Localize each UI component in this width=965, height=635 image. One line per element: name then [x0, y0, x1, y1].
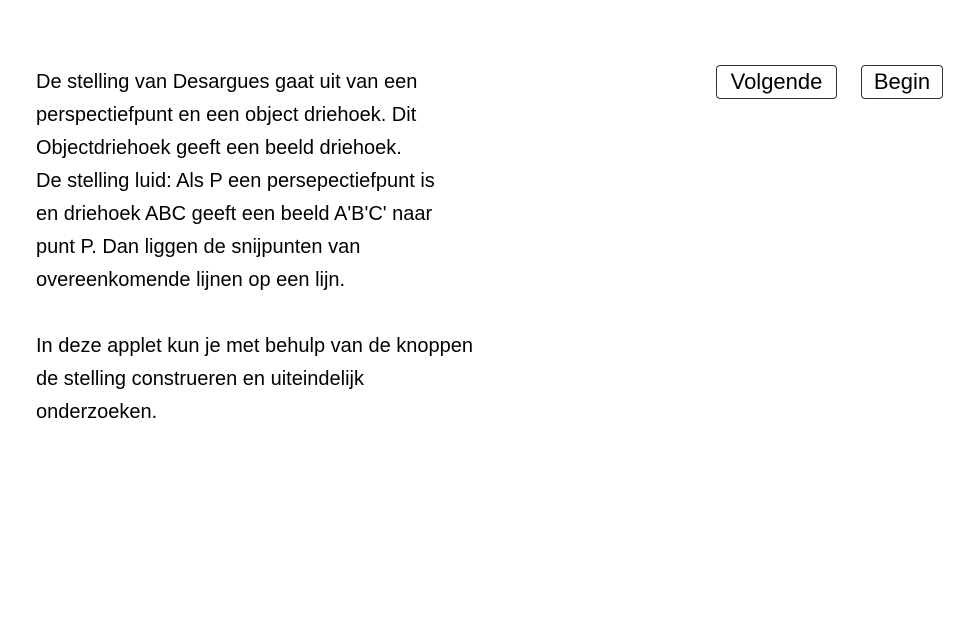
intro-line: onderzoeken.: [36, 401, 158, 423]
intro-line: overeenkomende lijnen op een lijn.: [36, 269, 346, 291]
intro-line: punt P. Dan liggen de snijpunten van: [36, 236, 361, 258]
next-button[interactable]: Volgende: [716, 65, 837, 99]
paragraph-gap: [36, 297, 556, 330]
intro-line: en driehoek ABC geeft een beeld A'B'C' naar: [36, 203, 433, 225]
begin-button[interactable]: Begin: [861, 65, 943, 99]
intro-line: de stelling construeren en uiteindelijk: [36, 368, 364, 390]
intro-line: Objectdriehoek geeft een beeld driehoek.: [36, 137, 402, 159]
intro-line: De stelling luid: Als P een persepectiefpunt is: [36, 170, 435, 192]
intro-line: perspectiefpunt en een object driehoek. Dit: [36, 104, 417, 126]
intro-line: In deze applet kun je met behulp van de knoppen: [36, 335, 473, 357]
intro-text: [36, 66, 556, 429]
intro-line: De stelling van Desargues gaat uit van een: [36, 71, 418, 93]
